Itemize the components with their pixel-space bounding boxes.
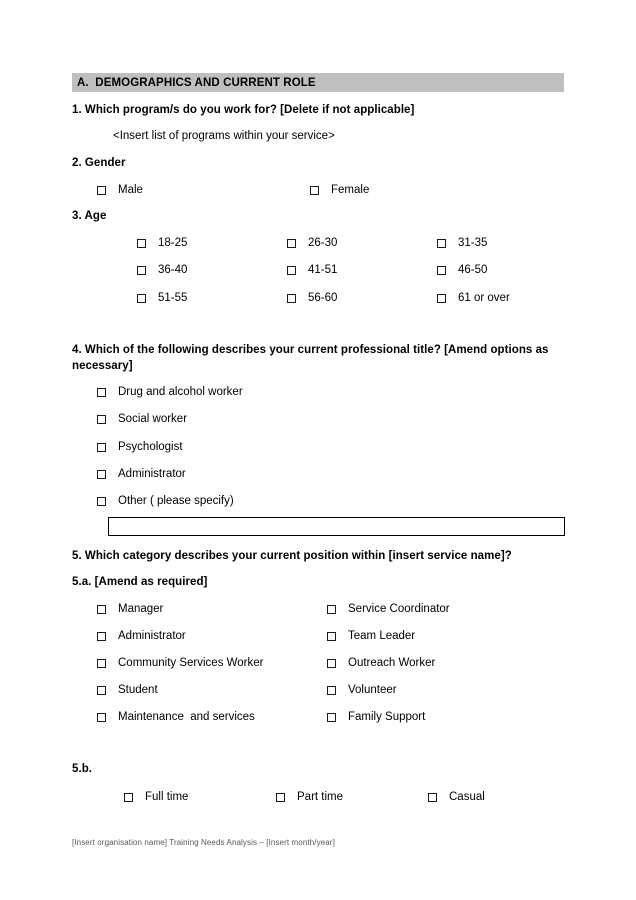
option-label: Manager	[118, 603, 164, 615]
checkbox-option-male[interactable]	[97, 183, 143, 198]
other-specify-text-input[interactable]	[108, 517, 565, 536]
checkbox-option-outreach-worker[interactable]	[327, 656, 435, 671]
checkbox-icon[interactable]	[137, 266, 146, 275]
checkbox-icon[interactable]	[327, 605, 336, 614]
checkbox-icon[interactable]	[428, 793, 437, 802]
checkbox-icon[interactable]	[97, 388, 106, 397]
checkbox-icon[interactable]	[437, 266, 446, 275]
checkbox-option-psychologist[interactable]	[97, 440, 183, 455]
checkbox-icon[interactable]	[287, 239, 296, 248]
option-label: Family Support	[348, 711, 426, 723]
question-1-insert-note: <Insert list of programs within your service>	[113, 130, 335, 142]
question-4-heading: 4. Which of the following describes your current professional title? [Amend options as necessary]	[72, 344, 549, 372]
checkbox-icon[interactable]	[327, 713, 336, 722]
question-5b-heading: 5.b.	[72, 763, 93, 775]
checkbox-option-maintenance-and-services[interactable]	[97, 710, 255, 725]
checkbox-icon[interactable]	[137, 294, 146, 303]
checkbox-icon[interactable]	[97, 632, 106, 641]
option-label: 51-55	[158, 292, 188, 304]
option-label: 18-25	[158, 237, 188, 249]
section-header-title: A. DEMOGRAPHICS AND CURRENT ROLE	[77, 76, 316, 89]
option-label: Service Coordinator	[348, 603, 450, 615]
checkbox-option-age-46-50[interactable]	[437, 263, 487, 278]
checkbox-option-manager[interactable]	[97, 602, 163, 617]
question-3-heading: 3. Age	[72, 210, 107, 222]
option-label: Administrator	[118, 468, 186, 480]
checkbox-icon[interactable]	[437, 239, 446, 248]
checkbox-icon[interactable]	[97, 686, 106, 695]
checkbox-icon[interactable]	[327, 686, 336, 695]
option-label: Community Services Worker	[118, 657, 264, 669]
checkbox-option-age-51-55[interactable]	[137, 291, 187, 306]
checkbox-option-social-worker[interactable]	[97, 412, 187, 427]
checkbox-option-full-time[interactable]	[124, 790, 188, 805]
checkbox-icon[interactable]	[97, 713, 106, 722]
checkbox-icon[interactable]	[276, 793, 285, 802]
checkbox-icon[interactable]	[124, 793, 133, 802]
checkbox-option-age-61-or-over[interactable]	[437, 291, 510, 306]
checkbox-icon[interactable]	[327, 659, 336, 668]
page-footer: [Insert organisation name] Training Needs Analysis – [Insert month/year]	[72, 838, 335, 847]
question-5a-heading: 5.a. [Amend as required]	[72, 576, 208, 588]
checkbox-option-service-coordinator[interactable]	[327, 602, 450, 617]
question-5-heading: 5. Which category describes your current position within [insert service name]?	[72, 550, 512, 562]
option-label: Maintenance and services	[118, 711, 255, 723]
checkbox-option-other-please-specify[interactable]	[97, 494, 234, 509]
option-label: Female	[331, 184, 370, 196]
checkbox-option-team-leader[interactable]	[327, 629, 415, 644]
checkbox-option-age-36-40[interactable]	[137, 263, 187, 278]
checkbox-icon[interactable]	[287, 266, 296, 275]
option-label: Social worker	[118, 413, 188, 425]
checkbox-option-age-26-30[interactable]	[287, 236, 337, 251]
option-label: Drug and alcohol worker	[118, 386, 243, 398]
checkbox-option-drug-and-alcohol-worker[interactable]	[97, 385, 243, 400]
option-label: Team Leader	[348, 630, 416, 642]
checkbox-icon[interactable]	[327, 632, 336, 641]
checkbox-option-female[interactable]	[310, 183, 369, 198]
option-label: 31-35	[458, 237, 488, 249]
checkbox-icon[interactable]	[437, 294, 446, 303]
option-label: 46-50	[458, 264, 488, 276]
option-label: Part time	[297, 791, 344, 803]
option-label: 26-30	[308, 237, 338, 249]
question-1-heading: 1. Which program/s do you work for? [Delete if not applicable]	[72, 104, 415, 116]
checkbox-icon[interactable]	[97, 443, 106, 452]
checkbox-option-age-18-25[interactable]	[137, 236, 187, 251]
checkbox-option-part-time[interactable]	[276, 790, 343, 805]
checkbox-option-age-41-51[interactable]	[287, 263, 337, 278]
checkbox-icon[interactable]	[97, 605, 106, 614]
option-label: Psychologist	[118, 441, 183, 453]
option-label: 36-40	[158, 264, 188, 276]
option-label: Casual	[449, 791, 485, 803]
checkbox-option-age-56-60[interactable]	[287, 291, 337, 306]
option-label: Outreach Worker	[348, 657, 436, 669]
checkbox-option-administrator-position[interactable]	[97, 629, 186, 644]
checkbox-icon[interactable]	[310, 186, 319, 195]
checkbox-option-administrator[interactable]	[97, 467, 186, 482]
option-label: 61 or over	[458, 292, 510, 304]
checkbox-option-community-services-worker[interactable]	[97, 656, 264, 671]
checkbox-icon[interactable]	[97, 497, 106, 506]
option-label: Volunteer	[348, 684, 397, 696]
option-label: Administrator	[118, 630, 186, 642]
option-label: Male	[118, 184, 143, 196]
checkbox-icon[interactable]	[97, 415, 106, 424]
option-label: 56-60	[308, 292, 338, 304]
checkbox-option-age-31-35[interactable]	[437, 236, 487, 251]
checkbox-icon[interactable]	[97, 186, 106, 195]
option-label: 41-51	[308, 264, 338, 276]
option-label: Other ( please specify)	[118, 495, 234, 507]
checkbox-icon[interactable]	[97, 659, 106, 668]
question-2-heading: 2. Gender	[72, 157, 126, 169]
option-label: Full time	[145, 791, 189, 803]
checkbox-option-student[interactable]	[97, 683, 158, 698]
checkbox-icon[interactable]	[287, 294, 296, 303]
option-label: Student	[118, 684, 158, 696]
checkbox-icon[interactable]	[97, 470, 106, 479]
checkbox-icon[interactable]	[137, 239, 146, 248]
checkbox-option-family-support[interactable]	[327, 710, 425, 725]
section-header-band	[72, 73, 564, 92]
checkbox-option-volunteer[interactable]	[327, 683, 397, 698]
checkbox-option-casual[interactable]	[428, 790, 485, 805]
